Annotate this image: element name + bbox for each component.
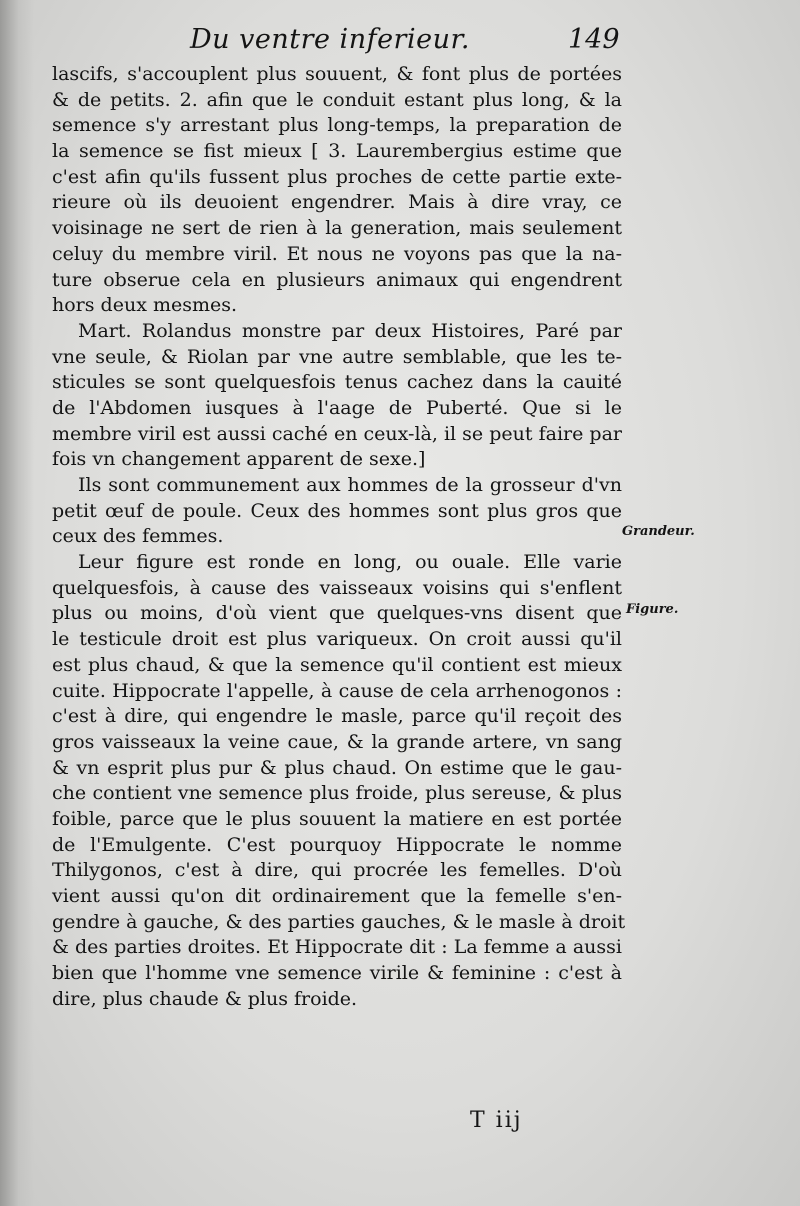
text-line: lascifs, s'accouplent plus souuent, & font plus de portées: [52, 63, 622, 85]
text-line: voisinage ne sert de rien à la generation, mais seulement: [52, 217, 622, 240]
text-line: plus ou moins, d'où vient que quelques-vns disent que: [52, 602, 622, 625]
text-line: ture obserue cela en plusieurs animaux qui engendrent: [52, 268, 622, 291]
text-line: & vn esprit plus pur & plus chaud. On estime que le gau-: [52, 756, 622, 779]
text-line: c'est afin qu'ils fussent plus proches de cette partie exte-: [52, 165, 622, 188]
text-line: vne seule, & Riolan par vne autre semblable, que les te-: [52, 345, 622, 368]
text-line: gros vaisseaux la veine caue, & la grande artere, vn sang: [52, 730, 622, 753]
text-line: foible, parce que le plus souuent la matiere en est portée: [52, 807, 622, 830]
text-line: Ils sont communement aux hommes de la grosseur d'vn: [78, 474, 622, 496]
text-line: le testicule droit est plus variqueux. On croit aussi qu'il: [52, 628, 622, 651]
text-line: & des parties droites. Et Hippocrate dit : La femme a aussi: [52, 936, 622, 959]
text-line: celuy du membre viril. Et nous ne voyons pas que la na-: [52, 242, 622, 265]
text-line: Leur figure est ronde en long, ou ouale. Elle varie: [78, 551, 622, 574]
text-line: rieure où ils deuoient engendrer. Mais à dire vray, ce: [52, 191, 622, 214]
text-line: fois vn changement apparent de sexe.]: [52, 448, 426, 471]
binding-shadow: [0, 0, 34, 1206]
running-title: Du ventre inferieur.: [190, 24, 470, 55]
text-line: Thilygonos, c'est à dire, qui procrée les femelles. D'où: [52, 859, 622, 882]
text-line: la semence se fist mieux [ 3. Laurembergius estime que: [52, 140, 622, 163]
text-line: semence s'y arrestant plus long-temps, la preparation de: [52, 114, 622, 137]
text-line: gendre à gauche, & des parties gauches, & le masle à droit: [52, 910, 626, 933]
text-line: Mart. Rolandus monstre par deux Histoires, Paré par: [78, 319, 622, 342]
margin-note-figure: Figure.: [626, 602, 679, 617]
text-line: quelquesfois, à cause des vaisseaux voisins qui s'enflent: [52, 576, 622, 599]
text-line: che contient vne semence plus froide, plus sereuse, & plus: [52, 782, 622, 805]
text-line: c'est à dire, qui engendre le masle, parce qu'il reçoit des: [52, 705, 622, 728]
text-line: cuite. Hippocrate l'appelle, à cause de cela arrhenogonos :: [52, 679, 622, 702]
text-line: sticules se sont quelquesfois tenus cachez dans la cauité: [52, 371, 622, 394]
body-text: [52, 62, 626, 1012]
margin-note-grandeur: Grandeur.: [622, 524, 695, 539]
text-line: dire, plus chaude & plus froide.: [52, 987, 358, 1010]
text-line: ceux des femmes.: [52, 525, 224, 548]
text-line: de l'Abdomen iusques à l'aage de Puberté. Que si le: [52, 396, 622, 419]
text-line: & de petits. 2. afin que le conduit estant plus long, & la: [52, 88, 622, 111]
text-line: membre viril est aussi caché en ceux-là, il se peut faire par: [52, 422, 622, 445]
text-line: vient aussi qu'on dit ordinairement que la femelle s'en-: [52, 885, 622, 907]
text-line: bien que l'homme vne semence virile & feminine : c'est à: [52, 962, 622, 985]
text-line: petit œuf de poule. Ceux des hommes sont plus gros que: [52, 499, 622, 522]
page-number: 149: [568, 24, 620, 55]
text-line: de l'Emulgente. C'est pourquoy Hippocrate le nomme: [52, 833, 622, 856]
text-line: est plus chaud, & que la semence qu'il contient est mieux: [52, 653, 622, 676]
text-line: hors deux mesmes.: [52, 294, 238, 317]
page-header: [0, 18, 800, 62]
signature-mark: T iij: [470, 1108, 523, 1133]
